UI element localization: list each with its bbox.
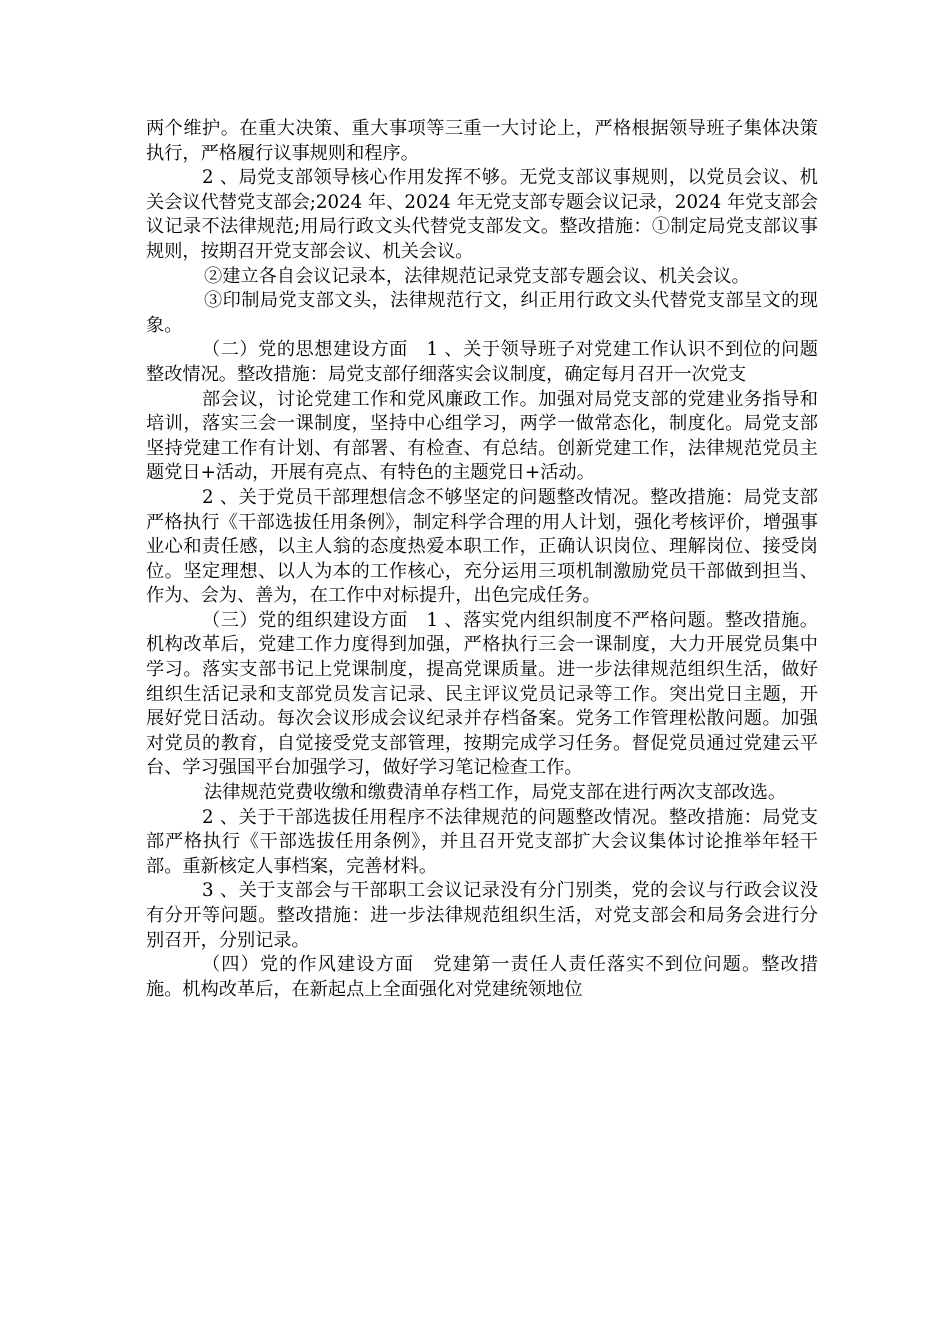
paragraph-10: 2 、关于干部选拔任用程序不法律规范的问题整改情况。整改措施：局党支部严格执行《干部选拔任用条例》，并且召开党支部扩大会议集体讨论推举年轻干部。重新核定人事档案，完善材料。 <box>146 806 818 877</box>
paragraph-2: 2 、局党支部领导核心作用发挥不够。无党支部议事规则，以党员会议、机关会议代替党支部会;2024 年、2024 年无党支部专题会议记录，2024 年党支部会议记录不法律规范;用局行政文头代替党支部发文。整改措施：①制定局党支部议事规则，按期召开党支部会议、机关会议。 <box>146 167 818 262</box>
paragraph-6: 部会议，讨论党建工作和党风廉政工作。加强对局党支部的党建业务指导和培训，落实三会一课制度，坚持中心组学习，两学一做常态化，制度化。局党支部坚持党建工作有计划、有部署、有检查、有总结。创新党建工作，法律规范党员主题党日+活动，开展有亮点、有特色的主题党日+活动。 <box>146 388 818 484</box>
paragraph-9: 法律规范党费收缴和缴费清单存档工作，局党支部在进行两次支部改选。 <box>204 782 787 804</box>
section-heading-3: （三）党的组织建设方面 1 、落实党内组织制度不严格问题。整改措施。机构改革后，党建工作力度得到加强，严格执行三会一课制度，大力开展党员集中学习。落实支部书记上党课制度，提高党课质量。进一步法律规范组织生活，做好组织生活记录和支部党员发言记录、民主评议党员记录等工作。突出党日主题，开展好党日活动。每次会议形成会议纪录并存档备案。党务工作管理松散问题。加强对党员的教育，自觉接受党支部管理，按期完成学习任务。督促党员通过党建云平台、学习强国平台加强学习，做好学习笔记检查工作。 <box>146 609 818 779</box>
section-heading-4: （四）党的作风建设方面 党建第一责任人责任落实不到位问题。整改措施。机构改革后，在新起点上全面强化对党建统领地位 <box>146 954 818 1000</box>
paragraph-7: 2 、关于党员干部理想信念不够坚定的问题整改情况。整改措施：局党支部严格执行《干部选拔任用条例》，制定科学合理的用人计划，强化考核评价，增强事业心和责任感，以主人翁的态度热爱本职工作，正确认识岗位、理解岗位、接受岗位。坚定理想、以人为本的工作核心，充分运用三项机制激励党员干部做到担当、作为、会为、善为，在工作中对标提升，出色完成任务。 <box>146 486 818 607</box>
document-body <box>146 117 818 1002</box>
paragraph-3: ②建立各自会议记录本，法律规范记录党支部专题会议、机关会议。 <box>204 265 750 287</box>
paragraph-1: 两个维护。在重大决策、重大事项等三重一大讨论上，严格根据领导班子集体决策执行，严格履行议事规则和程序。 <box>146 118 818 164</box>
paragraph-11: 3 、关于支部会与干部职工会议记录没有分门别类，党的会议与行政会议没有分开等问题。整改措施：进一步法律规范组织生活，对党支部会和局务会进行分别召开，分别记录。 <box>146 880 818 951</box>
section-heading-2: （二）党的思想建设方面 1 、关于领导班子对党建工作认识不到位的问题整改情况。整改措施：局党支部仔细落实会议制度，确定每月召开一次党支 <box>146 339 818 385</box>
paragraph-4: ③印制局党支部文头，法律规范行文，纠正用行政文头代替党支部呈文的现象。 <box>146 290 818 336</box>
